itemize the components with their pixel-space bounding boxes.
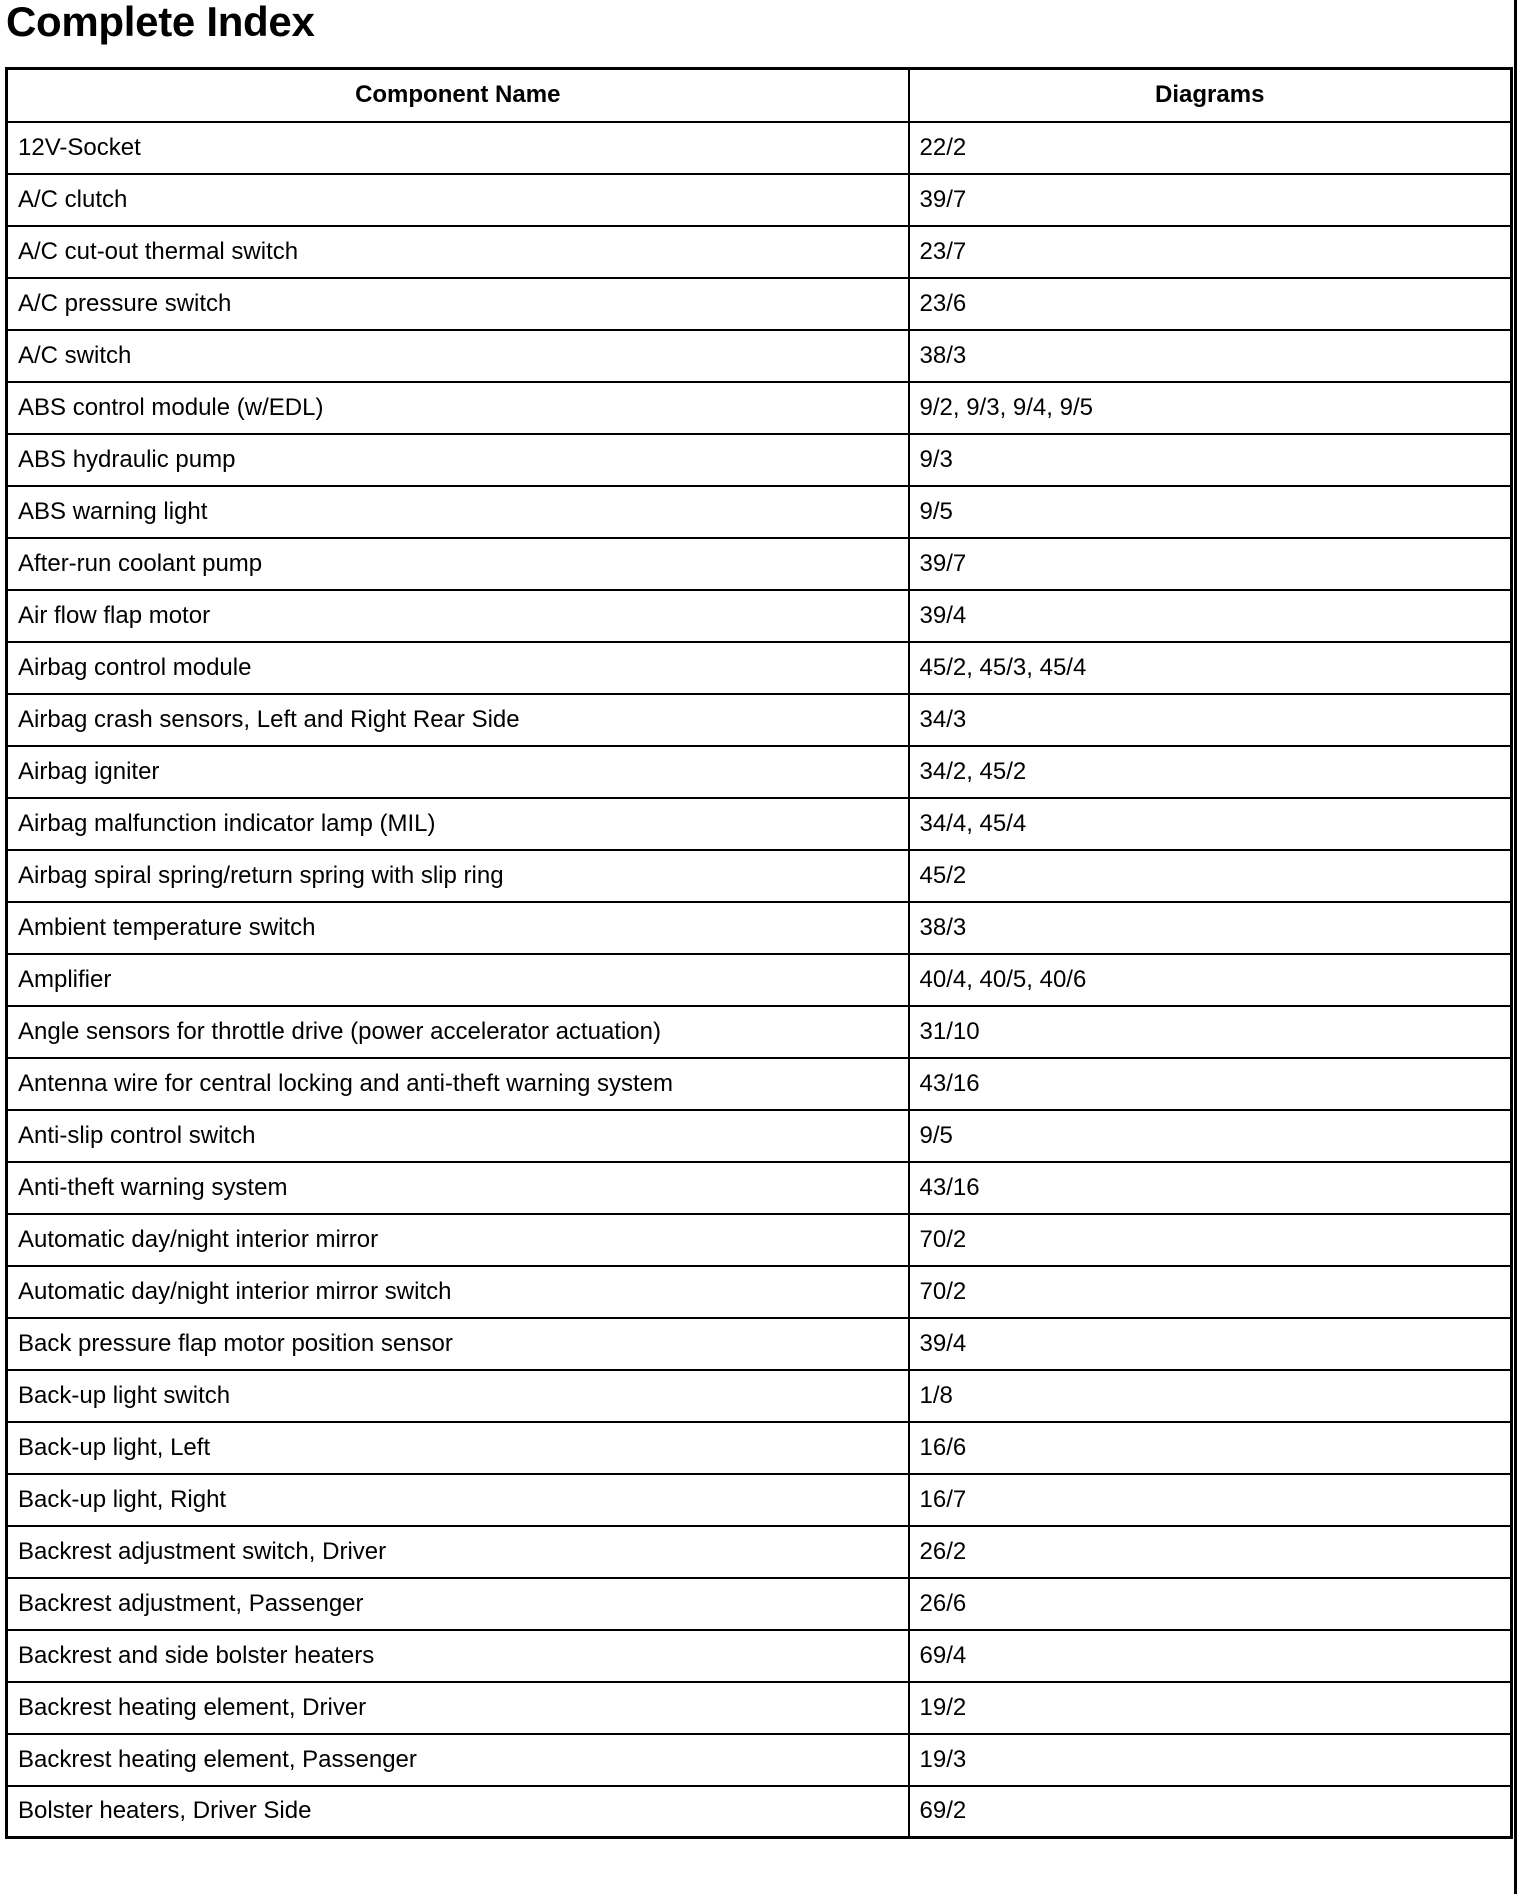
table-row bbox=[7, 1474, 1512, 1526]
diagrams-cell: 16/6 bbox=[909, 1422, 1512, 1474]
table-header-row bbox=[7, 69, 1512, 122]
table-row bbox=[7, 798, 1512, 850]
table-row bbox=[7, 694, 1512, 746]
component-name-cell: A/C switch bbox=[7, 330, 909, 382]
component-name-cell: Airbag control module bbox=[7, 642, 909, 694]
table-row bbox=[7, 954, 1512, 1006]
component-name-cell: A/C clutch bbox=[7, 174, 909, 226]
component-name-cell: Antenna wire for central locking and anti-theft warning system bbox=[7, 1058, 909, 1110]
component-name-cell: Back-up light, Right bbox=[7, 1474, 909, 1526]
component-name-cell: Backrest heating element, Passenger bbox=[7, 1734, 909, 1786]
table-row bbox=[7, 330, 1512, 382]
diagrams-cell: 23/6 bbox=[909, 278, 1512, 330]
component-name-cell: Backrest heating element, Driver bbox=[7, 1682, 909, 1734]
component-name-cell: After-run coolant pump bbox=[7, 538, 909, 590]
diagrams-cell: 43/16 bbox=[909, 1058, 1512, 1110]
column-header-diagrams: Diagrams bbox=[909, 69, 1512, 122]
table-row bbox=[7, 174, 1512, 226]
component-index-table bbox=[5, 67, 1513, 1839]
diagrams-cell: 39/7 bbox=[909, 538, 1512, 590]
component-name-cell: Backrest adjustment switch, Driver bbox=[7, 1526, 909, 1578]
diagrams-cell: 23/7 bbox=[909, 226, 1512, 278]
component-name-cell: Bolster heaters, Driver Side bbox=[7, 1786, 909, 1838]
diagrams-cell: 69/2 bbox=[909, 1786, 1512, 1838]
table-row bbox=[7, 1682, 1512, 1734]
component-name-cell: Backrest and side bolster heaters bbox=[7, 1630, 909, 1682]
component-name-cell: A/C cut-out thermal switch bbox=[7, 226, 909, 278]
table-row bbox=[7, 850, 1512, 902]
table-row bbox=[7, 1162, 1512, 1214]
table-row bbox=[7, 642, 1512, 694]
component-name-cell: Automatic day/night interior mirror switch bbox=[7, 1266, 909, 1318]
diagrams-cell: 9/2, 9/3, 9/4, 9/5 bbox=[909, 382, 1512, 434]
diagrams-cell: 38/3 bbox=[909, 330, 1512, 382]
table-row bbox=[7, 1370, 1512, 1422]
page-title: Complete Index bbox=[6, 0, 315, 45]
diagrams-cell: 39/4 bbox=[909, 1318, 1512, 1370]
diagrams-cell: 9/5 bbox=[909, 1110, 1512, 1162]
table-row bbox=[7, 1058, 1512, 1110]
component-name-cell: Amplifier bbox=[7, 954, 909, 1006]
table-row bbox=[7, 1786, 1512, 1838]
table-row bbox=[7, 1578, 1512, 1630]
component-name-cell: Airbag igniter bbox=[7, 746, 909, 798]
component-name-cell: Anti-theft warning system bbox=[7, 1162, 909, 1214]
table-row bbox=[7, 1318, 1512, 1370]
table-row bbox=[7, 434, 1512, 486]
diagrams-cell: 26/2 bbox=[909, 1526, 1512, 1578]
table-row bbox=[7, 122, 1512, 174]
component-name-cell: Ambient temperature switch bbox=[7, 902, 909, 954]
table-row bbox=[7, 486, 1512, 538]
column-header-component-name: Component Name bbox=[7, 69, 909, 122]
table-row bbox=[7, 538, 1512, 590]
table-row bbox=[7, 1422, 1512, 1474]
table-row bbox=[7, 1526, 1512, 1578]
table-row bbox=[7, 278, 1512, 330]
diagrams-cell: 19/2 bbox=[909, 1682, 1512, 1734]
table-row bbox=[7, 1006, 1512, 1058]
component-name-cell: Back-up light switch bbox=[7, 1370, 909, 1422]
table-row bbox=[7, 382, 1512, 434]
diagrams-cell: 40/4, 40/5, 40/6 bbox=[909, 954, 1512, 1006]
component-name-cell: Airbag crash sensors, Left and Right Rear Side bbox=[7, 694, 909, 746]
diagrams-cell: 9/3 bbox=[909, 434, 1512, 486]
diagrams-cell: 22/2 bbox=[909, 122, 1512, 174]
diagrams-cell: 45/2 bbox=[909, 850, 1512, 902]
table-row bbox=[7, 226, 1512, 278]
table-row bbox=[7, 1734, 1512, 1786]
component-name-cell: ABS control module (w/EDL) bbox=[7, 382, 909, 434]
diagrams-cell: 69/4 bbox=[909, 1630, 1512, 1682]
diagrams-cell: 19/3 bbox=[909, 1734, 1512, 1786]
component-name-cell: Backrest adjustment, Passenger bbox=[7, 1578, 909, 1630]
component-name-cell: ABS warning light bbox=[7, 486, 909, 538]
diagrams-cell: 39/4 bbox=[909, 590, 1512, 642]
component-name-cell: Airbag spiral spring/return spring with slip ring bbox=[7, 850, 909, 902]
table-row bbox=[7, 902, 1512, 954]
component-name-cell: Back-up light, Left bbox=[7, 1422, 909, 1474]
table-row bbox=[7, 746, 1512, 798]
component-name-cell: Airbag malfunction indicator lamp (MIL) bbox=[7, 798, 909, 850]
component-name-cell: Anti-slip control switch bbox=[7, 1110, 909, 1162]
diagrams-cell: 34/3 bbox=[909, 694, 1512, 746]
table-body bbox=[7, 122, 1512, 1838]
right-margin-rule bbox=[1514, 0, 1517, 1894]
table-row bbox=[7, 590, 1512, 642]
table-row bbox=[7, 1266, 1512, 1318]
diagrams-cell: 70/2 bbox=[909, 1266, 1512, 1318]
component-name-cell: Back pressure flap motor position sensor bbox=[7, 1318, 909, 1370]
diagrams-cell: 1/8 bbox=[909, 1370, 1512, 1422]
diagrams-cell: 34/4, 45/4 bbox=[909, 798, 1512, 850]
diagrams-cell: 9/5 bbox=[909, 486, 1512, 538]
diagrams-cell: 38/3 bbox=[909, 902, 1512, 954]
component-name-cell: ABS hydraulic pump bbox=[7, 434, 909, 486]
component-name-cell: 12V-Socket bbox=[7, 122, 909, 174]
diagrams-cell: 43/16 bbox=[909, 1162, 1512, 1214]
diagrams-cell: 34/2, 45/2 bbox=[909, 746, 1512, 798]
diagrams-cell: 16/7 bbox=[909, 1474, 1512, 1526]
diagrams-cell: 26/6 bbox=[909, 1578, 1512, 1630]
component-name-cell: A/C pressure switch bbox=[7, 278, 909, 330]
table-row bbox=[7, 1110, 1512, 1162]
table-row bbox=[7, 1214, 1512, 1266]
diagrams-cell: 39/7 bbox=[909, 174, 1512, 226]
component-name-cell: Air flow flap motor bbox=[7, 590, 909, 642]
diagrams-cell: 31/10 bbox=[909, 1006, 1512, 1058]
component-name-cell: Angle sensors for throttle drive (power accelerator actuation) bbox=[7, 1006, 909, 1058]
diagrams-cell: 70/2 bbox=[909, 1214, 1512, 1266]
component-name-cell: Automatic day/night interior mirror bbox=[7, 1214, 909, 1266]
table-row bbox=[7, 1630, 1512, 1682]
diagrams-cell: 45/2, 45/3, 45/4 bbox=[909, 642, 1512, 694]
